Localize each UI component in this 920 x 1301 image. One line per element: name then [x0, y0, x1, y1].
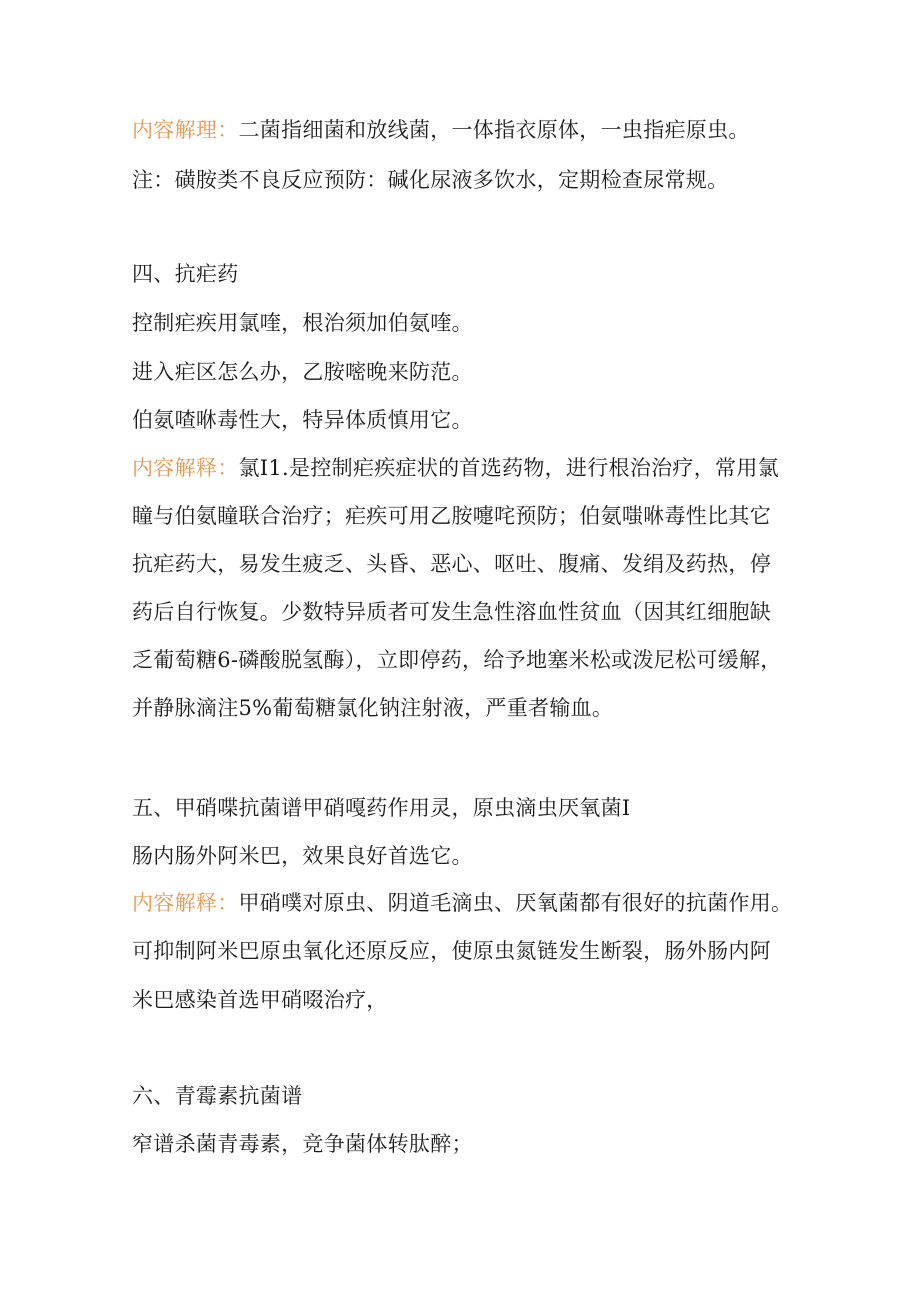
text-line [132, 841, 473, 871]
line-text: 伯氨喳咻毒性大，特异体质慎用它。 [132, 408, 473, 432]
explanation-label: 内容解理： [132, 118, 239, 142]
text-line [132, 888, 792, 918]
text-line [132, 308, 473, 338]
line-text: 米巴感染首选甲硝啜治疗， [132, 988, 388, 1012]
line-text: 注：磺胺类不良反应预防：碱化尿液多饮水，定期检查尿常规。 [132, 168, 729, 192]
text-line [132, 501, 771, 531]
text-line [132, 165, 728, 195]
text-line [132, 693, 613, 723]
text-line [132, 985, 388, 1015]
explanation-label: 内容解释： [132, 891, 239, 915]
text-line [132, 936, 771, 966]
line-text: 氯I1.是控制疟疾症状的首选药物，进行根治治疗，常用氯 [238, 456, 779, 480]
line-text: 肠内肠外阿米巴，效果良好首选它。 [132, 844, 473, 868]
text-line [132, 115, 750, 145]
line-text: 窄谱杀菌青毒素，竞争菌体转肽醉； [132, 1132, 473, 1156]
section-heading [132, 259, 239, 289]
section-heading [132, 1081, 302, 1111]
line-text: 四、抗疟药 [132, 262, 239, 286]
line-text: 控制疟疾用氯喹，根治须加伯氨喹。 [132, 311, 473, 335]
text-line [132, 405, 473, 435]
text-line [132, 549, 771, 579]
explanation-label: 内容解释： [132, 456, 239, 480]
line-text: 瞳与伯氨瞳联合治疗；疟疾可用乙胺嚏咤预防；伯氨嗤咻毒性比其它 [132, 504, 771, 528]
text-line [132, 645, 782, 675]
line-text: 甲硝噗对原虫、阴道毛滴虫、厌氧菌都有很好的抗菌作用。 [238, 891, 793, 915]
line-text: 药后自行恢复。少数特异质者可发生急性溶血性贫血（因其红细胞缺 [132, 600, 771, 624]
line-text: 乏葡萄糖6-磷酸脱氢酶），立即停药，给予地塞米松或泼尼松可缓解， [132, 648, 782, 672]
section-heading [132, 793, 631, 823]
line-text: 并静脉滴注5%葡萄糖氯化钠注射液，严重者输血。 [132, 696, 614, 720]
line-text: 二菌指细菌和放线菌，一体指衣原体，一虫指疟原虫。 [238, 118, 750, 142]
text-line [132, 1129, 473, 1159]
line-text: 抗疟药大，易发生疲乏、头昏、恶心、呕吐、腹痛、发绢及药热，停 [132, 552, 771, 576]
line-text: 五、甲硝喋抗菌谱甲硝嘎药作用灵，原虫滴虫厌氧菌I [132, 796, 631, 820]
line-text: 可抑制阿米巴原虫氧化还原反应，使原虫氮链发生断裂，肠外肠内阿 [132, 939, 771, 963]
text-line [132, 453, 779, 483]
line-text: 六、青霉素抗菌谱 [132, 1084, 303, 1108]
text-line [132, 357, 473, 387]
line-text: 进入疟区怎么办，乙胺嘧晚来防范。 [132, 360, 473, 384]
text-line [132, 597, 771, 627]
